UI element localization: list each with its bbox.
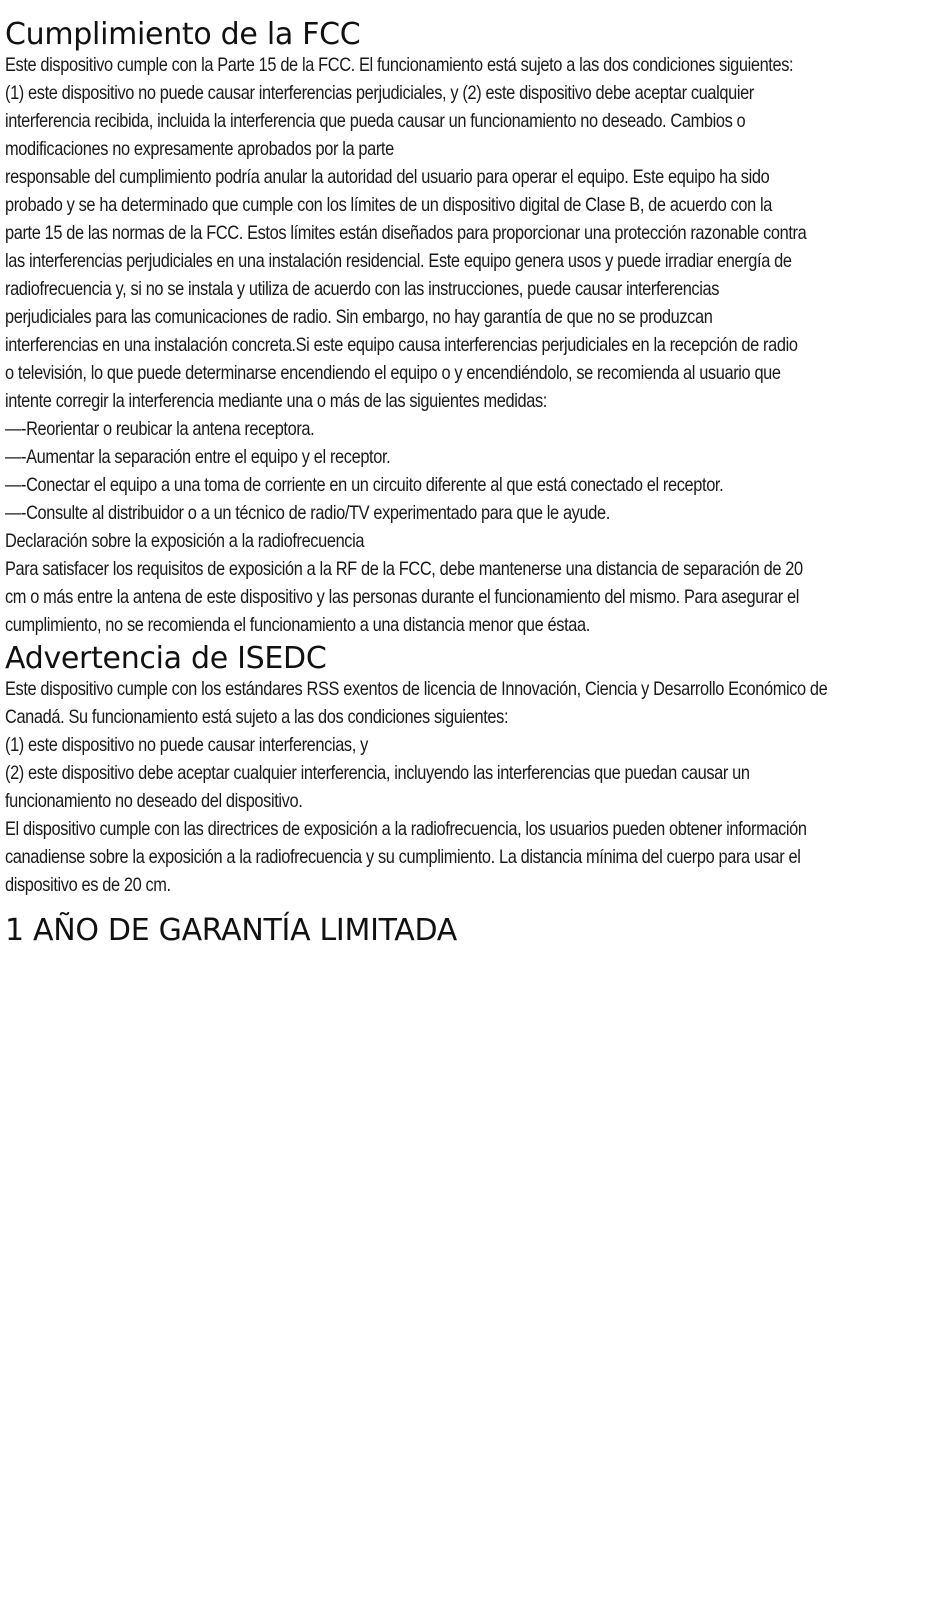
fcc-line: parte 15 de las normas de la FCC. Estos límites están diseñados para proporcionar una protección razonable contra [5,222,807,244]
fcc-measure-item: —-Consulte al distribuidor o a un técnico de radio/TV experimentado para que le ayude. [5,502,610,524]
fcc-line: interferencia recibida, incluida la interferencia que pueda causar un funcionamiento no deseado. Cambios o [5,110,746,132]
fcc-line: Para satisfacer los requisitos de exposición a la RF de la FCC, debe mantenerse una distancia de separación de 20 [5,558,803,580]
document-page [5,12,940,951]
isedc-line: Este dispositivo cumple con los estándares RSS exentos de licencia de Innovación, Ciencia y Desarrollo Económico de [5,678,828,700]
isedc-line: dispositivo es de 20 cm. [5,874,171,896]
isedc-line: canadiense sobre la exposición a la radiofrecuencia y su cumplimiento. La distancia mínima del cuerpo para usar el [5,846,801,868]
fcc-line: perjudiciales para las comunicaciones de radio. Sin embargo, no hay garantía de que no se produzcan [5,306,713,328]
fcc-line: o televisión, lo que puede determinarse encendiendo el equipo o y encendiéndolo, se recomienda al usuario que [5,362,781,384]
fcc-line: intente corregir la interferencia mediante una o más de las siguientes medidas: [5,390,547,412]
fcc-line: modificaciones no expresamente aprobados por la parte [5,138,394,160]
fcc-line: (1) este dispositivo no puede causar interferencias perjudiciales, y (2) este dispositivo debe aceptar cualquier [5,82,754,104]
fcc-line: radiofrecuencia y, si no se instala y utiliza de acuerdo con las instrucciones, puede causar interferencias [5,278,720,300]
fcc-line: las interferencias perjudiciales en una instalación residencial. Este equipo genera usos y puede irradiar energía de [5,250,792,272]
fcc-measure-item: —-Aumentar la separación entre el equipo y el receptor. [5,446,391,468]
fcc-body [5,51,940,639]
fcc-line: interferencias en una instalación concreta.Si este equipo causa interferencias perjudiciales en la recepción de radio [5,334,798,356]
fcc-line: responsable del cumplimiento podría anular la autoridad del usuario para operar el equipo. Este equipo ha sido [5,166,770,188]
fcc-heading: Cumplimiento de la FCC [5,17,361,52]
isedc-line: (2) este dispositivo debe aceptar cualquier interferencia, incluyendo las interferencias que puedan causar un [5,762,750,784]
isedc-line: (1) este dispositivo no puede causar interferencias, y [5,734,368,756]
isedc-heading: Advertencia de ISEDC [5,641,327,676]
rf-exposure-subheading: Declaración sobre la exposición a la radiofrecuencia [5,530,365,552]
warranty-heading: 1 AÑO DE GARANTÍA LIMITADA [5,913,458,948]
isedc-line: funcionamiento no deseado del dispositivo. [5,790,303,812]
fcc-measure-item: —-Reorientar o reubicar la antena receptora. [5,418,315,440]
fcc-measure-item: —-Conectar el equipo a una toma de corriente en un circuito diferente al que está conectado el receptor. [5,474,724,496]
fcc-line: cm o más entre la antena de este dispositivo y las personas durante el funcionamiento del mismo. Para asegurar el [5,586,800,608]
fcc-line: Este dispositivo cumple con la Parte 15 de la FCC. El funcionamiento está sujeto a las dos condiciones siguientes: [5,54,794,76]
isedc-body [5,675,940,899]
fcc-line: probado y se ha determinado que cumple con los límites de un dispositivo digital de Clase B, de acuerdo con la [5,194,772,216]
isedc-line: Canadá. Su funcionamiento está sujeto a las dos condiciones siguientes: [5,706,509,728]
isedc-line: El dispositivo cumple con las directrices de exposición a la radiofrecuencia, los usuarios pueden obtener información [5,818,807,840]
fcc-line: cumplimiento, no se recomienda el funcionamiento a una distancia menor que éstaa. [5,614,590,636]
